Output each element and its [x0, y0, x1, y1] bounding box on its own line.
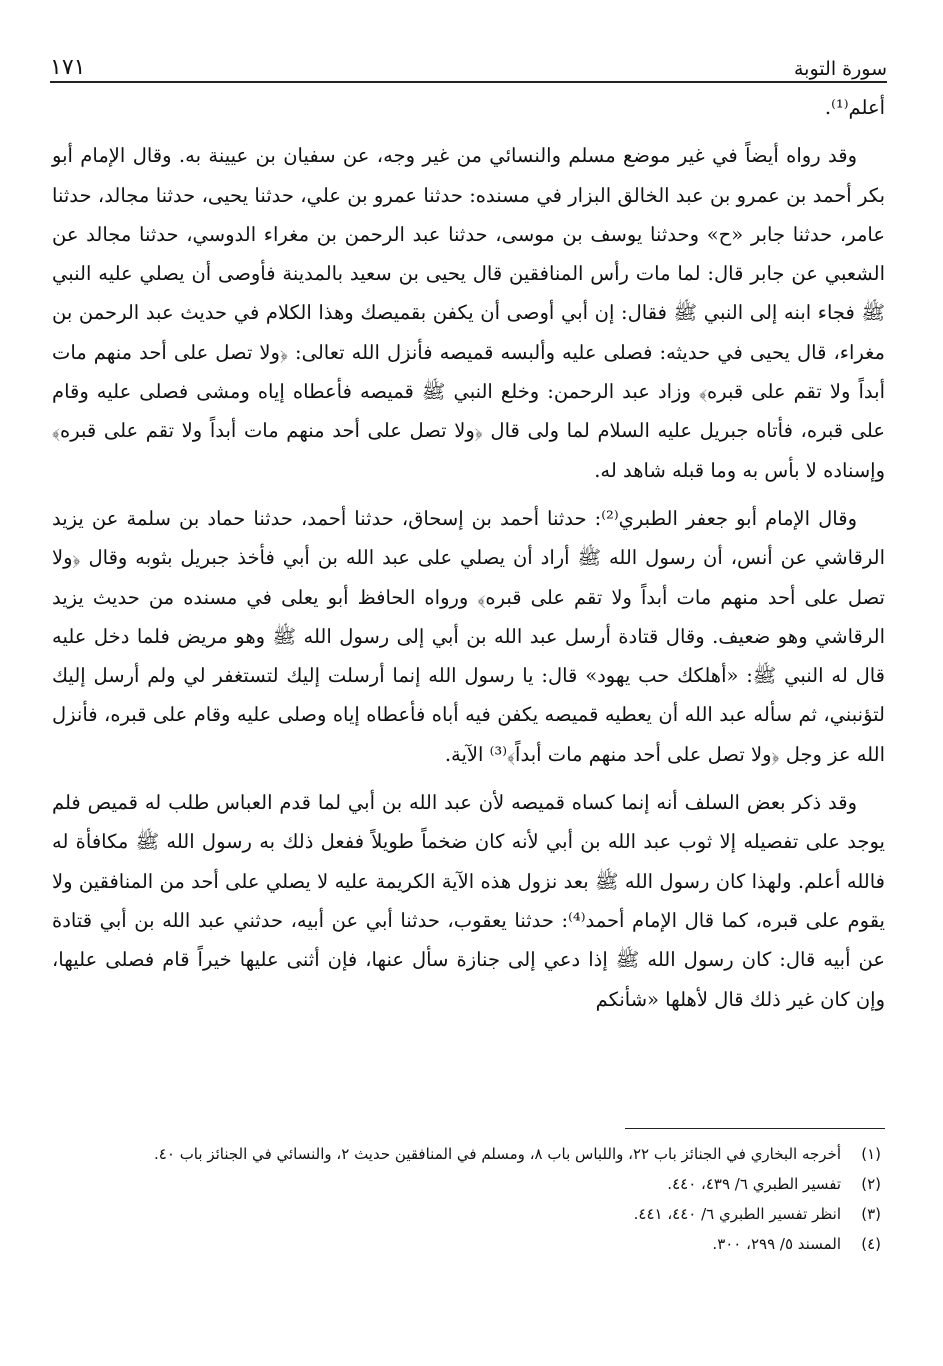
page-header: [50, 44, 887, 80]
footnote-number: (٤): [861, 1235, 881, 1253]
footnote-text: تفسير الطبري ٦/ ٤٣٩، ٤٤٠.: [667, 1175, 841, 1193]
main-text: [52, 88, 885, 1028]
footnote-rule: [625, 1128, 885, 1129]
page-number: ١٧١: [50, 55, 86, 80]
footnote-number: (٣): [861, 1205, 881, 1223]
footnote-text: انظر تفسير الطبري ٦/ ٤٤٠، ٤٤١.: [633, 1205, 841, 1223]
footnote-number: (٢): [861, 1175, 881, 1193]
footnote-text: أخرجه البخاري في الجنائز باب ٢٢، واللباس باب ٨، ومسلم في المنافقين حديث ٢، والنسائي في الجنائز باب ٤٠.: [154, 1145, 841, 1163]
paragraph-0: أعلم⁽¹⁾.: [824, 96, 885, 119]
footnote-item: [52, 1140, 881, 1168]
paragraph-2: وقال الإمام أبو جعفر الطبري⁽²⁾: حدثنا أحمد بن إسحاق، حدثنا أحمد، حدثنا حماد بن سلمة عن يزيد الرقاشي عن أنس، أن رسول الله ﷺ أراد أن يصلي على عبد الله بن أبي فأخذ جبريل بثوبه وقال ﴿ولا تصل على أحد منهم مات أبداً ولا تقم على قبره﴾ ورواه الحافظ أبو يعلى في مسنده من حديث يزيد الرقاشي وهو ضعيف. وقال قتادة أرسل عبد الله بن أبي إلى رسول الله ﷺ وهو مريض فلما دخل عليه قال له النبي ﷺ: «أهلكك حب يهود» قال: يا رسول الله إنما أرسلت إليك لتستغفر لي ولم أرسل إليك لتؤنبني، ثم سأله عبد الله أن يعطيه قميصه يكفن فيه أباه فأعطاه إياه وصلى عليه وقام على قبره، فأنزل الله عز وجل ﴿ولا تصل على أحد منهم مات أبداً﴾⁽³⁾ الآية.: [52, 506, 885, 766]
surah-title: سورة التوبة: [794, 58, 887, 80]
footnote-number: (١): [861, 1145, 881, 1163]
header-rule: [50, 81, 887, 83]
paragraph-3: وقد ذكر بعض السلف أنه إنما كساه قميصه لأن عبد الله بن أبي لما قدم العباس طلب له قميص فلم يوجد على تفصيله إلا ثوب عبد الله بن أبي لأنه كان ضخماً طويلاً ففعل ذلك به رسول الله ﷺ مكافأة له فالله أعلم. ولهذا كان رسول الله ﷺ بعد نزول هذه الآية الكريمة عليه لا يصلي على أحد من المنافقين ولا يقوم على قبره، كما قال الإمام أحمد⁽⁴⁾: حدثنا يعقوب، حدثنا أبي عن أبيه، حدثني عبد الله بن أبي قتادة عن أبيه قال: كان رسول الله ﷺ إذا دعي إلى جنازة سأل عنها، فإن أثنى عليها خيراً قام فصلى عليها، وإن كان غير ذلك قال لأهلها «شأنكم: [52, 791, 885, 1011]
paragraph-1: وقد رواه أيضاً في غير موضع مسلم والنسائي من غير وجه، عن سفيان بن عيينة به. وقال الإمام أبو بكر أحمد بن عمرو بن عبد الخالق البزار في مسنده: حدثنا عمرو بن علي، حدثنا يحيى، حدثنا مجالد، حدثنا عامر، حدثنا جابر «ح» وحدثنا يوسف بن موسى، حدثنا عبد الرحمن بن مغراء الدوسي، حدثنا مجالد عن الشعبي عن جابر قال: لما مات رأس المنافقين قال يحيى بن سعيد بالمدينة فأوصى أن يصلي عليه النبي ﷺ فجاء ابنه إلى النبي ﷺ فقال: إن أبي أوصى أن يكفن بقميصك وهذا الكلام في حديث عبد الرحمن بن مغراء، قال يحيى في حديثه: فصلى عليه وألبسه قميصه فأنزل الله تعالى: ﴿ولا تصل على أحد منهم مات أبداً ولا تقم على قبره﴾ وزاد عبد الرحمن: وخلع النبي ﷺ قميصه فأعطاه إياه ومشى فصلى عليه وقام على قبره، فأتاه جبريل عليه السلام لما ولى قال ﴿ولا تصل على أحد منهم مات أبداً ولا تقم على قبره﴾ وإسناده لا بأس به وما قبله شاهد له.: [52, 144, 885, 482]
footnote-text: المسند ٥/ ٢٩٩، ٣٠٠.: [712, 1235, 841, 1253]
footnote-item: [52, 1230, 881, 1258]
footnotes: [52, 1140, 881, 1260]
footnote-item: [52, 1170, 881, 1198]
footnote-item: [52, 1200, 881, 1228]
